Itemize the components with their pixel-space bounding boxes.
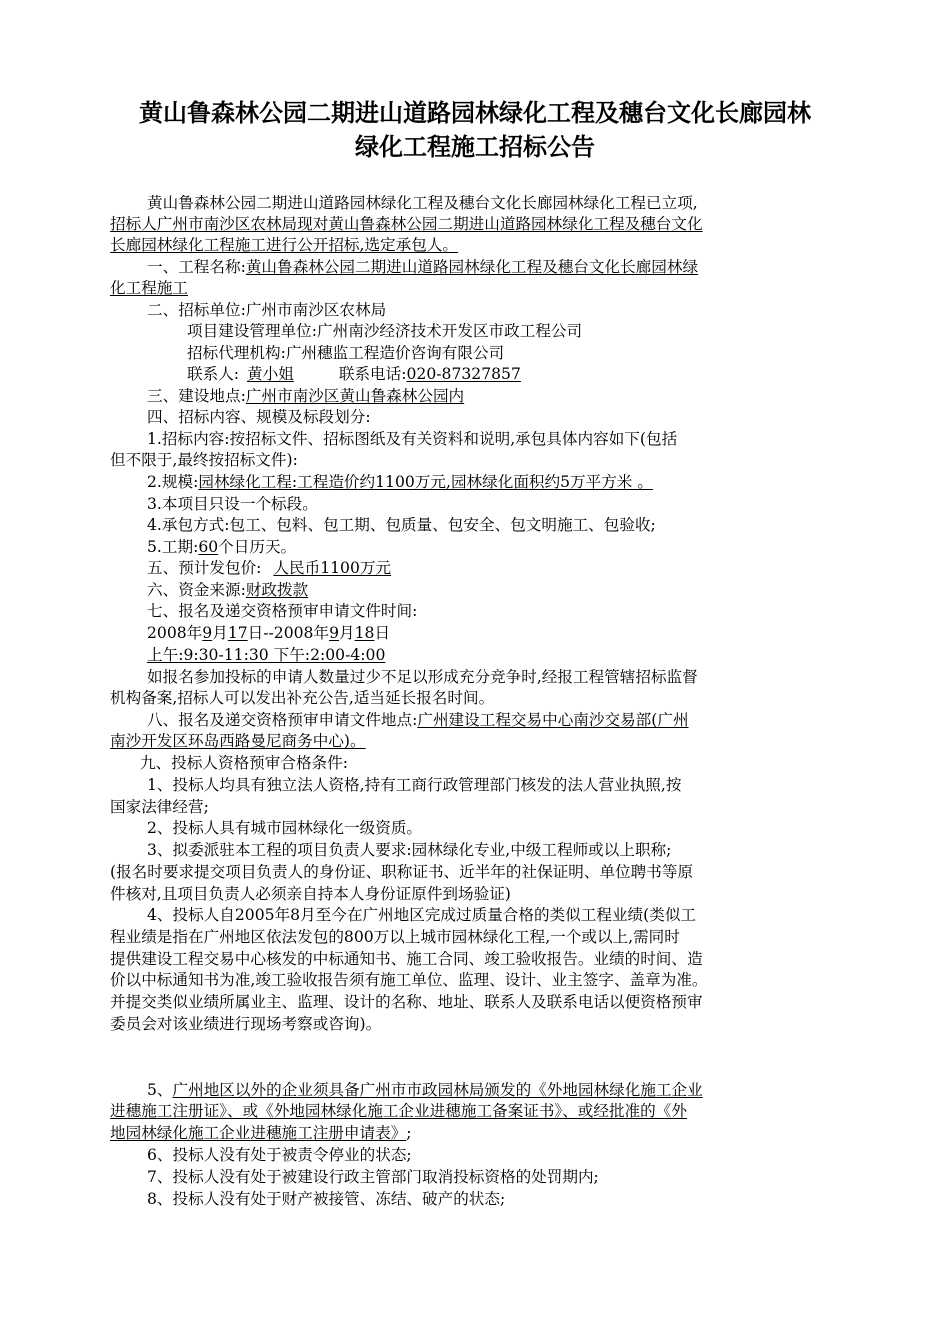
- intro-line-1: 黄山鲁森林公园二期进山道路园林绿化工程及穗台文化长廊园林绿化工程已立项,: [147, 194, 698, 212]
- qualification-4-line-3: 提供建设工程交易中心核发的中标通知书、施工合同、竣工验收报告。业绩的时间、造: [110, 950, 703, 968]
- project-name-cont: 化工程施工: [110, 279, 188, 297]
- contract-mode-line: 4.承包方式:包工、包料、包工期、包质量、包安全、包文明施工、包验收;: [147, 516, 656, 534]
- intro-line-3: 长廊园林绿化工程施工进行公开招标,选定承包人。: [110, 236, 459, 254]
- qualification-1-line-1: 1、投标人均具有独立法人资格,持有工商行政管理部门核发的法人营业执照,按: [147, 776, 682, 794]
- qualification-4-line-6: 委员会对该业绩进行现场考察或咨询)。: [110, 1015, 382, 1033]
- document-title-line-2: 绿化工程施工招标公告: [355, 133, 595, 161]
- extension-line-1: 如报名参加投标的申请人数量过少不足以形成充分竞争时,经报工程管辖招标监督: [147, 668, 698, 686]
- scale-line: 2.规模:园林绿化工程:工程造价约1100万元,园林绿化面积约5万平方米 。: [147, 473, 653, 491]
- qualification-3-line-1: 3、拟委派驻本工程的项目负责人要求:园林绿化专业,中级工程师或以上职称;: [147, 841, 672, 859]
- intro-line-2: 招标人广州市南沙区农林局现对黄山鲁森林公园二期进山道路园林绿化工程及穗台文化: [110, 215, 703, 233]
- qualification-4-line-2: 程业绩是指在广州地区依法发包的800万以上城市园林绿化工程,一个或以上,需同时: [110, 928, 680, 946]
- qualification-4-line-5: 并提交类似业绩所属业主、监理、设计的名称、地址、联系人及联系电话以便资格预审: [110, 993, 703, 1011]
- qualification-8-line: 8、投标人没有处于财产被接管、冻结、破产的状态;: [147, 1190, 506, 1208]
- qualification-6-line: 6、投标人没有处于被责令停业的状态;: [147, 1146, 412, 1164]
- qualification-5-line-3: 地园林绿化施工企业进穗施工注册申请表》;: [110, 1124, 412, 1142]
- agency-line: 招标代理机构:广州穗监工程造价咨询有限公司: [187, 344, 505, 362]
- site-line: 三、建设地点:广州市南沙区黄山鲁森林公园内: [147, 387, 465, 405]
- lot-line: 3.本项目只设一个标段。: [147, 495, 318, 513]
- qualification-4-line-4: 价以中标通知书为准,竣工验收报告须有施工单位、监理、设计、业主签字、盖章为准。: [110, 971, 708, 989]
- qualification-5-line-1: 5、广州地区以外的企业须具备广州市市政园林局颁发的《外地园林绿化施工企业: [147, 1081, 703, 1099]
- contact-line: 联系人: 黄小姐 联系电话:020-87327857: [187, 365, 521, 383]
- qualification-2-line: 2、投标人具有城市园林绿化一级资质。: [147, 819, 423, 837]
- document-title-line-1: 黄山鲁森林公园二期进山道路园林绿化工程及穗台文化长廊园林: [139, 99, 811, 127]
- scope-line-2: 但不限于,最终按招标文件):: [110, 451, 298, 469]
- scope-line-1: 1.招标内容:按招标文件、招标图纸及有关资料和说明,承包具体内容如下(包括: [147, 430, 678, 448]
- project-name-line: 一、工程名称:黄山鲁森林公园二期进山道路园林绿化工程及穗台文化长廊园林绿: [147, 258, 699, 276]
- extension-line-2: 机构备案,招标人可以发出补充公告,适当延长报名时间。: [110, 689, 495, 707]
- funding-line: 六、资金来源:财政拨款: [147, 581, 309, 599]
- qualification-5-line-2: 进穗施工注册证》、或《外地园林绿化施工企业进穗施工备案证书》、或经批准的《外: [110, 1102, 687, 1120]
- registration-place-cont: 南沙开发区环岛西路曼尼商务中心)。: [110, 732, 366, 750]
- section-four-heading: 四、招标内容、规模及标段划分:: [147, 408, 371, 426]
- qualification-1-line-2: 国家法律经营;: [110, 798, 209, 816]
- qualification-heading: 九、投标人资格预审合格条件:: [140, 754, 348, 772]
- qualification-3-line-3: 件核对,且项目负责人必须亲自持本人身份证原件到场验证): [110, 885, 511, 903]
- registration-time-heading: 七、报名及递交资格预审申请文件时间:: [147, 602, 418, 620]
- tender-unit-line: 二、招标单位:广州市南沙区农林局: [147, 301, 387, 319]
- qualification-7-line: 7、投标人没有处于被建设行政主管部门取消投标资格的处罚期内;: [147, 1168, 599, 1186]
- registration-date-line: 2008年9月17日--2008年9月18日: [147, 624, 391, 642]
- registration-place-line: 八、报名及递交资格预审申请文件地点:广州建设工程交易中心南沙交易部(广州: [147, 711, 689, 729]
- qualification-3-line-2: (报名时要求提交项目负责人的身份证、职称证书、近半年的社保证明、单位聘书等原: [110, 863, 694, 881]
- price-line: 五、预计发包价: 人民币1100万元: [147, 559, 392, 577]
- duration-line: 5.工期:60个日历天。: [147, 538, 297, 556]
- qualification-4-line-1: 4、投标人自2005年8月至今在广州地区完成过质量合格的类似工程业绩(类似工: [147, 906, 697, 924]
- registration-hours-line: 上午:9:30-11:30 下午:2:00-4:00: [147, 646, 386, 664]
- management-unit-line: 项目建设管理单位:广州南沙经济技术开发区市政工程公司: [187, 322, 583, 340]
